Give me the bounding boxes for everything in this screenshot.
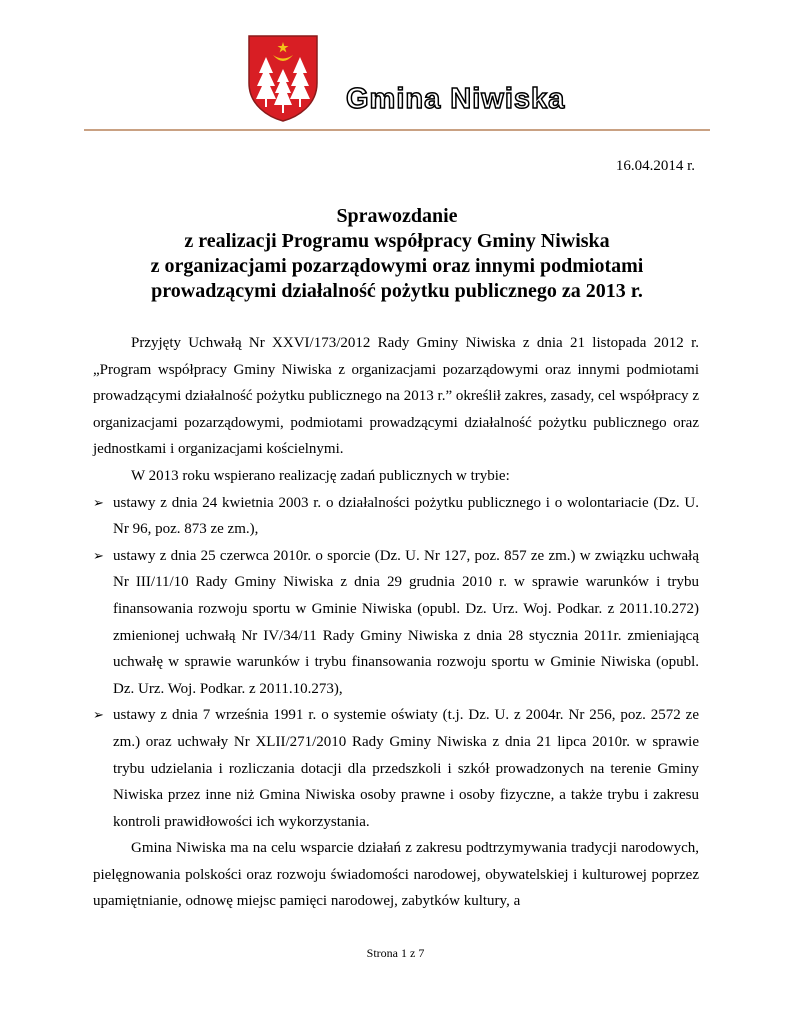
arrow-bullet-icon: ➢ <box>93 707 104 723</box>
header-divider <box>84 129 710 131</box>
list-item-text: ustawy z dnia 7 września 1991 r. o systemie oświaty (t.j. Dz. U. z 2004r. Nr 256, poz. 2572 ze zm.) oraz uchwały Nr XLII/271/2010 Rady Gminy Niwiska z dnia 21 lipca 2010r. w sprawie trybu udzielania i rozliczania dotacji dla przedszkoli i szkół prowadzonych na terenie Gminy Niwiska przez inne niż Gmina Niwiska osoby prawne i osoby fizyczne, a także trybu i zakresu kontroli prawidłowości ich wykorzystania. <box>113 707 699 830</box>
document-date: 16.04.2014 r. <box>615 158 695 174</box>
arrow-bullet-icon: ➢ <box>93 547 104 563</box>
closing-paragraph: Gmina Niwiska ma na celu wsparcie działań z zakresu podtrzymywania tradycji narodowych, pielęgnowania polskości oraz rozwoju świadomości narodowej, obywatelskiej i kulturowej poprzez upamiętnianie, odnowę miejsc pamięci narodowej, zabytków kultury, a <box>93 840 699 910</box>
arrow-bullet-icon: ➢ <box>93 494 104 510</box>
list-item <box>93 490 699 543</box>
page-footer: Strona 1 z 7 <box>366 946 425 960</box>
title-line: z realizacji Programu współpracy Gminy Niwiska <box>184 230 610 252</box>
list-item-text: ustawy z dnia 24 kwietnia 2003 r. o działalności pożytku publicznego i o wolontariacie (Dz. U. Nr 96, poz. 873 ze zm.), <box>113 494 699 538</box>
coat-of-arms <box>246 33 320 123</box>
intro-paragraph: Przyjęty Uchwałą Nr XXVI/173/2012 Rady Gminy Niwiska z dnia 21 listopada 2012 r. „Program współpracy Gminy Niwiska z organizacjami pozarządowymi oraz innymi podmiotami prowadzącymi działalność pożytku publicznego na 2013 r.” określił zakres, zasady, cel współpracy z organizacjami pozarządowymi, podmiotami prowadzącymi działalność pożytku publicznego oraz jednostkami i organizacjami kościelnymi. <box>93 335 699 458</box>
legal-basis-list <box>93 490 699 836</box>
title-line: prowadzącymi działalność pożytku publicznego za 2013 r. <box>151 280 643 302</box>
title-line: z organizacjami pozarządowymi oraz innymi podmiotami <box>150 255 644 277</box>
list-item <box>93 702 699 835</box>
list-item-text: ustawy z dnia 25 czerwca 2010r. o sporcie (Dz. U. Nr 127, poz. 857 ze zm.) w związku uchwałą Nr III/11/10 Rady Gminy Niwiska z dnia 29 grudnia 2010 r. w sprawie warunków i trybu finansowania rozwoju sportu w Gminie Niwiska (opubl. Dz. Urz. Woj. Podkar. z 2011.10.272) zmienionej uchwałą Nr IV/34/11 Rady Gminy Niwiska z dnia 28 stycznia 2011r. zmieniającą uchwałę w sprawie warunków i trybu finansowania rozwoju sportu w Gminie Niwiska (opubl. Dz. Urz. Woj. Podkar. z 2011.10.273), <box>113 547 699 697</box>
document-title <box>84 204 710 304</box>
document-body <box>93 330 699 915</box>
list-item <box>93 543 699 703</box>
brand-name: Gmina Niwiska <box>346 83 566 115</box>
title-line: Sprawozdanie <box>336 205 458 227</box>
lead-paragraph: W 2013 roku wspierano realizację zadań publicznych w trybie: <box>131 467 510 484</box>
